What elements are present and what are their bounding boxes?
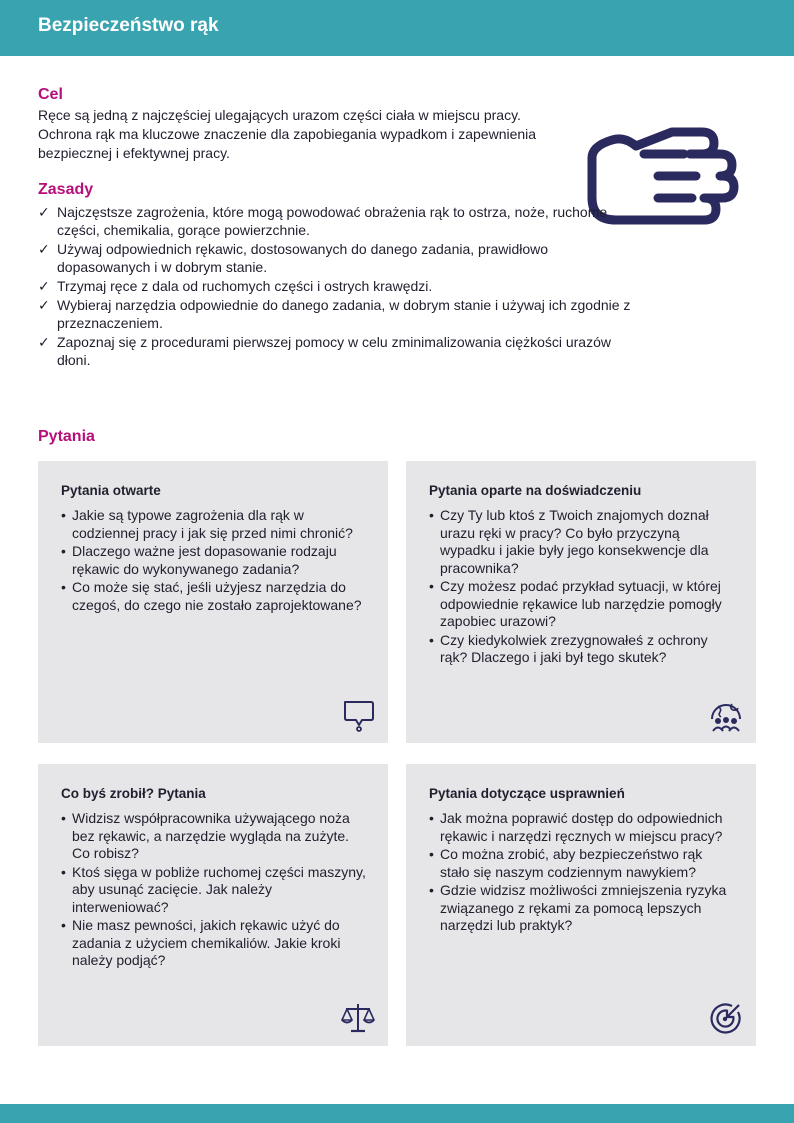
list-item: • Co może się stać, jeśli użyjesz narzędzia do czegoś, do czego nie zostało zaprojektowane? — [61, 579, 366, 614]
rules-list — [38, 203, 638, 370]
card-list — [429, 507, 734, 668]
list-item: • Gdzie widzisz możliwości zmniejszenia ryzyka związanego z rękami za pomocą lepszych narzędzi lub praktyk? — [429, 882, 734, 935]
list-item: ✓ Trzymaj ręce z dala od ruchomych części i ostrych krawędzi. — [38, 278, 433, 294]
card-list — [429, 810, 734, 936]
list-item: • Ktoś sięga w pobliże ruchomej części maszyny, aby usunąć zacięcie. Jak należy interweniować? — [61, 864, 366, 917]
list-item: • Co można zrobić, aby bezpieczeństwo rąk stało się naszym codziennym nawykiem? — [429, 846, 734, 881]
check-icon: ✓ — [38, 241, 50, 257]
list-item: ✓ Wybieraj narzędzia odpowiednie do danego zadania, w dobrym stanie i używaj ich zgodnie z przeznaczeniem. — [38, 297, 631, 331]
card-title: Pytania dotyczące usprawnień — [429, 786, 625, 801]
card-title: Co byś zrobił? Pytania — [61, 786, 206, 801]
check-icon: ✓ — [38, 334, 50, 350]
list-item: • Jak można poprawić dostęp do odpowiednich rękawic i narzędzi ręcznych w miejscu pracy? — [429, 810, 734, 845]
card-improvement-questions — [406, 764, 756, 1046]
page-header — [0, 0, 794, 56]
globe-people-icon — [708, 697, 744, 733]
card-what-would-you-do — [38, 764, 388, 1046]
list-item: • Dlaczego ważne jest dopasowanie rodzaju rękawic do wykonywanego zadania? — [61, 543, 366, 578]
list-item: • Jakie są typowe zagrożenia dla rąk w codziennej pracy i jak się przed nimi chronić? — [61, 507, 366, 542]
card-experience-questions — [406, 461, 756, 743]
list-item: • Czy możesz podać przykład sytuacji, w której odpowiednie rękawice lub narzędzie pomogły zapobiec urazowi? — [429, 578, 734, 631]
check-icon: ✓ — [38, 278, 50, 294]
zasady-heading: Zasady — [38, 181, 94, 198]
cel-heading: Cel — [38, 86, 63, 103]
page-title: Bezpieczeństwo rąk — [38, 15, 219, 36]
speech-bubble-icon — [340, 697, 376, 733]
list-item: ✓ Używaj odpowiednich rękawic, dostosowanych do danego zadania, prawidłowo dopasowanych i w dobrym stanie. — [38, 241, 549, 275]
pytania-heading: Pytania — [38, 428, 95, 445]
list-item: • Nie masz pewności, jakich rękawic użyć do zadania z użyciem chemikaliów. Jakie kroki należy podjąć? — [61, 917, 366, 970]
list-item: ✓ Zapoznaj się z procedurami pierwszej pomocy w celu zminimalizowania ciężkości urazów dłoni. — [38, 334, 611, 368]
card-title: Pytania oparte na doświadczeniu — [429, 483, 642, 498]
target-icon — [708, 1000, 744, 1036]
card-list — [61, 810, 366, 971]
list-item: ✓ Najczęstsze zagrożenia, które mogą powodować obrażenia rąk to ostrza, noże, ruchome części, chemikalia, gorące powierzchnie. — [38, 204, 608, 238]
list-item: • Widzisz współpracownika używającego noża bez rękawic, a narzędzie wygląda na zużyte. Co robisz? — [61, 810, 366, 863]
cel-text: Ręce są jedną z najczęściej ulegających urazom części ciała w miejscu pracy. Ochrona rąk ma kluczowe znaczenie dla zapobiegania wypadkom i zapewnienia bezpiecznej i efektywnej pracy. — [38, 107, 537, 161]
card-title: Pytania otwarte — [61, 483, 161, 498]
card-open-questions — [38, 461, 388, 743]
check-icon: ✓ — [38, 204, 50, 220]
scales-icon — [340, 1000, 376, 1036]
list-item: • Czy Ty lub ktoś z Twoich znajomych doznał urazu ręki w pracy? Co było przyczyną wypadku i jakie były jego konsekwencje dla pracownika? — [429, 507, 734, 577]
page-footer-bar — [0, 1104, 794, 1123]
card-list — [61, 507, 366, 615]
list-item: • Czy kiedykolwiek zrezygnowałeś z ochrony rąk? Dlaczego i jaki był tego skutek? — [429, 632, 734, 667]
check-icon: ✓ — [38, 297, 50, 313]
